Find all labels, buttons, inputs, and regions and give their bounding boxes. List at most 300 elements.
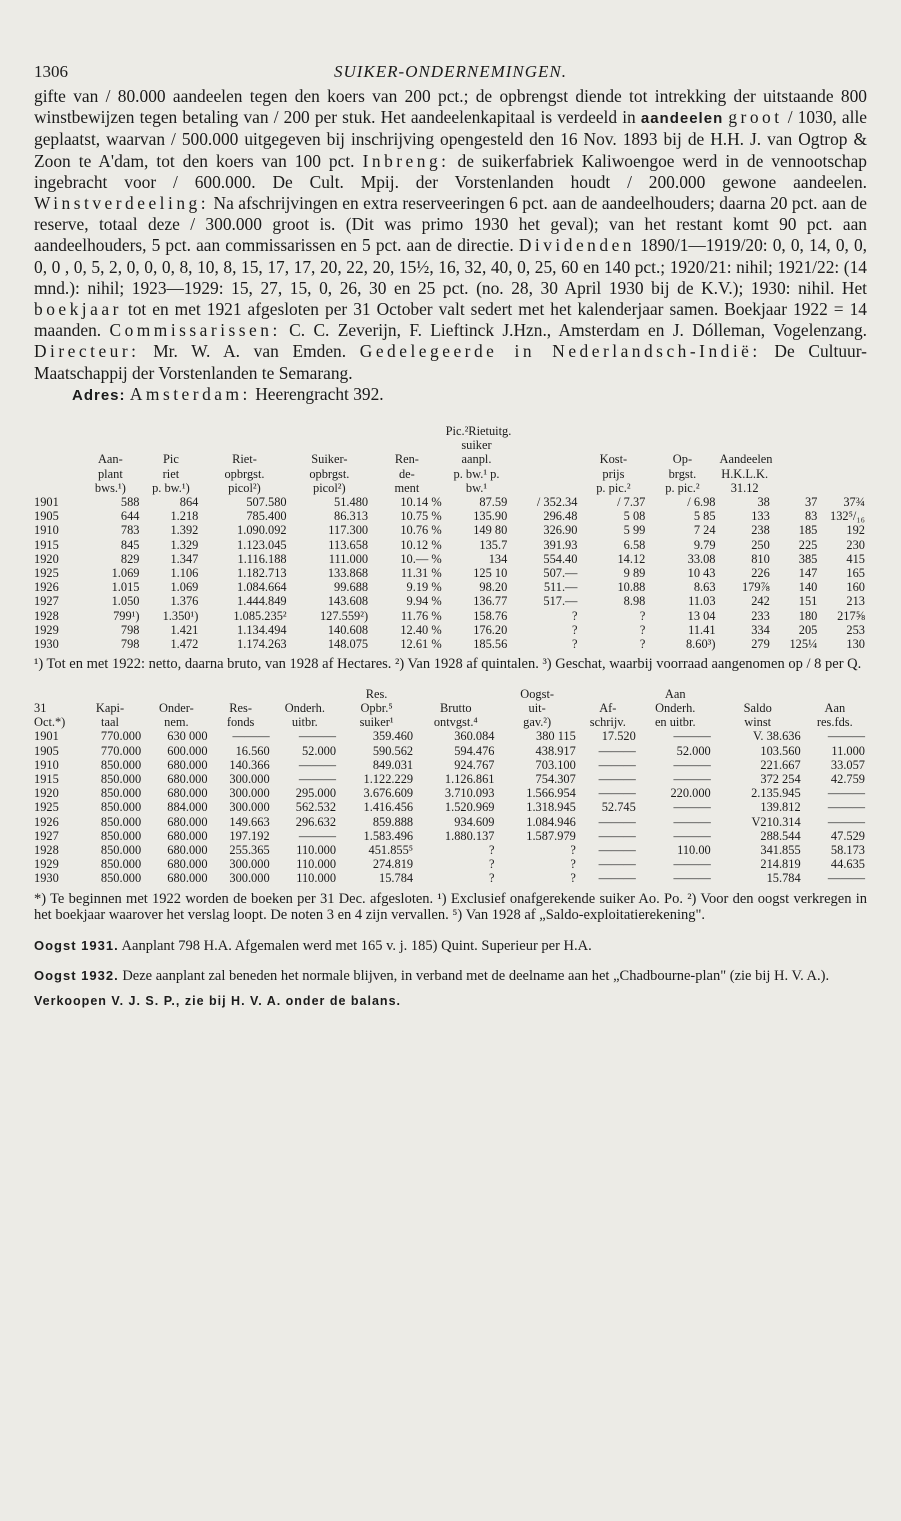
t2-header-cell: 31 Oct.*) xyxy=(34,701,66,730)
t2-cell: 214.819 xyxy=(760,857,801,872)
oogst-1932-label: Oogst 1932. xyxy=(34,968,119,984)
production-table xyxy=(34,424,867,651)
t2-cell: 220.000 xyxy=(670,786,711,801)
t2-cell: ——— xyxy=(598,828,636,843)
t2-cell: 1910 xyxy=(34,757,59,772)
t1-cell: 1925 xyxy=(34,566,59,581)
t1-row xyxy=(34,623,867,637)
t2-row xyxy=(34,744,867,758)
t1-cell: 238 xyxy=(751,523,770,538)
t1-cell: 1.347 xyxy=(170,551,199,566)
t1-cell: 1930 xyxy=(34,637,59,652)
t2-header-cell: Res. Opbr.⁵ suiker¹ xyxy=(359,686,394,730)
t1-cell: 83 xyxy=(804,509,818,524)
t2-cell: 15.784 xyxy=(379,871,414,886)
t2-header-row xyxy=(34,687,867,730)
t1-header-row xyxy=(34,424,867,495)
t2-cell: 295.000 xyxy=(295,786,337,801)
t2-cell: ——— xyxy=(598,871,636,886)
t2-cell: 1.122.229 xyxy=(363,772,414,787)
t1-row xyxy=(34,566,867,580)
t1-cell: 9.94 % xyxy=(406,594,442,609)
t1-cell: ? xyxy=(571,622,578,637)
t2-cell: V. 38.636 xyxy=(753,729,801,744)
t1-cell: 1.174.263 xyxy=(237,637,287,652)
t1-cell: 1929 xyxy=(34,622,59,637)
t1-cell: 37 xyxy=(804,495,818,510)
t2-cell: 1925 xyxy=(34,800,59,815)
t2-cell: 1.583.496 xyxy=(363,828,414,843)
t2-cell: 58.173 xyxy=(830,843,865,858)
t1-cell: 554.40 xyxy=(543,551,578,566)
t2-cell: 770.000 xyxy=(100,743,142,758)
t1-cell: 33.08 xyxy=(687,551,716,566)
t1-row xyxy=(34,523,867,537)
t2-row xyxy=(34,843,867,857)
t1-header-cell: Op- brgst. p. pic.² xyxy=(665,452,700,495)
t1-cell: 11.03 xyxy=(688,594,716,609)
t2-cell: ——— xyxy=(598,743,636,758)
t2-cell: 590.562 xyxy=(372,743,414,758)
t2-cell: 288.544 xyxy=(760,828,801,843)
t2-cell: 16.560 xyxy=(235,743,270,758)
t2-cell: 884.000 xyxy=(167,800,208,815)
t1-cell: 10 43 xyxy=(687,566,716,581)
t1-cell: 10.14 % xyxy=(400,495,442,510)
t2-cell: 15.784 xyxy=(766,871,801,886)
t1-cell: 127.559²) xyxy=(319,608,369,623)
t2-cell: 1.880.137 xyxy=(444,828,495,843)
oogst-1932-text: Deze aanplant zal beneden het normale blijven, in verband met de deelname aan het „Chadbourne-plan" (zie bij H. V. A.). xyxy=(122,968,830,985)
t2-row xyxy=(34,857,867,871)
t1-row xyxy=(34,509,867,523)
t1-cell: 242 xyxy=(751,594,770,609)
t1-cell: 179⅞ xyxy=(741,580,770,595)
t1-cell: 230 xyxy=(846,537,865,552)
t2-cell: 1929 xyxy=(34,857,59,872)
t1-row xyxy=(34,594,867,608)
t1-cell: 1.069 xyxy=(170,580,199,595)
t2-cell: ——— xyxy=(598,772,636,787)
t1-cell: 1901 xyxy=(34,495,59,510)
address-street: Heerengracht 392. xyxy=(255,383,384,404)
t1-cell: 798 xyxy=(120,622,140,637)
text-p2: / 1030, alle geplaatst, waarvan / 500.000 uitgegeven bij inschrijving opengesteld den 16 Nov. 1893 bij de H.H. J. van Ogtrop & Zoon te A'dam, tot den koers van 100 pct. xyxy=(34,107,867,171)
t2-cell: 149.663 xyxy=(229,814,270,829)
t1-cell: 140.608 xyxy=(327,622,369,637)
t1-cell: 1.085.235² xyxy=(233,608,287,623)
t1-cell: 7 24 xyxy=(693,523,716,538)
t1-header-cell xyxy=(509,424,579,495)
t2-cell: ——— xyxy=(673,729,711,744)
t2-cell: ——— xyxy=(232,729,270,744)
t1-cell: 1926 xyxy=(34,580,59,595)
t1-cell: 1905 xyxy=(34,509,59,524)
t1-header-cell: Suiker- opbrgst. picol²) xyxy=(309,452,350,495)
t2-cell: 849.031 xyxy=(372,757,414,772)
t2-cell: 300.000 xyxy=(229,786,270,801)
t2-cell: 3.710.093 xyxy=(444,786,495,801)
t2-cell: 33.057 xyxy=(830,757,865,772)
t1-cell: 250 xyxy=(751,537,770,552)
t2-cell: 2.135.945 xyxy=(751,786,801,801)
t1-cell: 326.90 xyxy=(543,523,578,538)
text-p9: De Cultuur-Maatschappij der Vorstenlanden te Semarang. xyxy=(34,341,867,383)
t2-cell: 1928 xyxy=(34,843,59,858)
t1-header-cell xyxy=(819,424,867,495)
t1-cell: 226 xyxy=(751,566,770,581)
t1-cell: 1.444.849 xyxy=(237,594,287,609)
t1-cell: 11.31 % xyxy=(400,566,442,581)
t1-header-cell: Pic riet p. bw.¹) xyxy=(152,452,190,495)
t1-row xyxy=(34,552,867,566)
t2-cell: ? xyxy=(488,871,495,886)
t2-header-cell: Kapi- taal xyxy=(95,701,125,730)
t1-cell: 205 xyxy=(798,622,818,637)
t1-cell: 37¾ xyxy=(843,495,865,510)
t2-cell: 360.084 xyxy=(454,729,495,744)
t1-cell: 99.688 xyxy=(334,580,369,595)
text-p5: 1890/1—1919/20: 0, 0, 14, 0, 0, 0, 0 , 0, 5, 2, 0, 0, 0, 8, 10, 8, 15, 17, 17, 20, 22, 20, 15½, 16, 32, 40, 0, 25, 60 en 140 pct.; 1920/21: nihil; 1921/22: (14 mnd.): nihil; 1923—1929: 15, 27, 15, 0, 26, 30 en 25 pct. (no. 28, 30 April 1930 bij de K.V.); 1930: nihil. Het xyxy=(34,235,868,298)
t1-row xyxy=(34,495,867,509)
t2-cell: 221.667 xyxy=(760,757,801,772)
t2-cell: ——— xyxy=(298,828,337,843)
t2-cell: ? xyxy=(570,871,576,886)
t2-cell: 1901 xyxy=(34,729,59,744)
t2-cell: ——— xyxy=(673,857,711,872)
t1-cell: 1927 xyxy=(34,594,59,609)
t2-cell: 197.192 xyxy=(229,828,270,843)
t2-cell: 1.587.979 xyxy=(526,828,576,843)
t1-header-cell: Kost- prijs p. pic.² xyxy=(596,452,631,495)
t1-cell: 334 xyxy=(751,622,770,637)
t1-cell: 1.106 xyxy=(170,566,199,581)
t1-cell: 111.000 xyxy=(328,551,369,566)
t2-cell: 110.000 xyxy=(296,843,337,858)
t1-cell: 279 xyxy=(751,637,770,652)
paragraph-main xyxy=(34,86,867,384)
t1-cell: 1920 xyxy=(34,551,59,566)
t1-cell: 9.19 % xyxy=(406,580,442,595)
t2-header-cell: Aan Onderh. en uitbr. xyxy=(654,686,696,730)
t2-cell: 3.676.609 xyxy=(363,786,414,801)
t1-cell: 1.218 xyxy=(170,509,199,524)
t2-cell: ? xyxy=(570,857,576,872)
t1-cell: 1.015 xyxy=(111,580,140,595)
text-p7: C. C. Zeverijn, F. Lieftinck J.Hzn., Amsterdam en J. Dólleman, Vogelenzang. xyxy=(289,320,867,341)
t1-cell: 1.329 xyxy=(170,537,199,552)
t2-cell: 17.520 xyxy=(601,729,636,744)
t1-row xyxy=(34,637,867,651)
t2-cell: 110.000 xyxy=(296,857,337,872)
t2-cell: 372 254 xyxy=(760,772,801,787)
t1-cell: 98.20 xyxy=(479,580,508,595)
t2-header-cell: Oogst- uit- gav.²) xyxy=(520,686,555,730)
t2-cell: ? xyxy=(570,843,576,858)
t1-cell: 192 xyxy=(846,523,865,538)
t2-cell: 47.529 xyxy=(830,828,865,843)
t2-cell: 1905 xyxy=(34,743,59,758)
t1-cell: 117.300 xyxy=(328,523,369,538)
t1-cell: 136.77 xyxy=(473,594,508,609)
t2-cell: ——— xyxy=(298,757,337,772)
t2-cell: 300.000 xyxy=(229,857,270,872)
t1-cell: 864 xyxy=(179,495,199,510)
oogst-1932 xyxy=(34,968,867,985)
t1-cell: 644 xyxy=(120,509,140,524)
t1-row xyxy=(34,538,867,552)
text-groot: groot xyxy=(728,107,783,128)
t2-row xyxy=(34,772,867,786)
t1-cell: ? xyxy=(639,622,646,637)
t1-cell: 125 10 xyxy=(473,566,508,581)
t1-cell: 1.090.092 xyxy=(237,523,287,538)
t2-cell: 770.000 xyxy=(100,729,142,744)
heading-adres: Adres: xyxy=(72,386,126,404)
t2-cell: ——— xyxy=(598,757,636,772)
t2-header-cell: Onder- nem. xyxy=(158,701,194,730)
t1-cell: 415 xyxy=(846,551,865,566)
t1-cell: 5 08 xyxy=(623,509,646,524)
t1-cell: 10.76 % xyxy=(400,523,442,538)
t2-cell: ——— xyxy=(827,786,865,801)
t1-cell: 148.075 xyxy=(327,637,369,652)
t2-cell: ——— xyxy=(673,828,711,843)
t2-cell: 680.000 xyxy=(167,772,208,787)
t2-cell: 1.416.456 xyxy=(363,800,414,815)
t2-cell: ——— xyxy=(598,857,636,872)
t2-cell: 754.307 xyxy=(535,772,576,787)
t2-cell: 1.126.861 xyxy=(444,772,495,787)
t1-cell: 1.472 xyxy=(170,637,199,652)
heading-winstverdeeling: Winstverdeeling: xyxy=(34,193,210,214)
t1-cell: 10.12 % xyxy=(400,537,442,552)
t2-cell: 42.759 xyxy=(830,772,865,787)
t1-cell: 1.392 xyxy=(170,523,199,538)
t1-cell: 1.084.664 xyxy=(237,580,287,595)
t2-cell: 680.000 xyxy=(167,843,208,858)
t1-cell: 225 xyxy=(798,537,818,552)
t2-cell: 924.767 xyxy=(454,757,495,772)
t2-cell: ——— xyxy=(673,871,711,886)
t2-cell: ——— xyxy=(673,772,711,787)
heading-gedelegeerde: Gedelegeerde in Nederlandsch-Indië: xyxy=(359,341,761,362)
t1-cell: 10.75 % xyxy=(400,509,442,524)
t1-cell: 51.480 xyxy=(334,495,369,510)
text-p1: gifte van / 80.000 aandeelen tegen den koers van 200 pct.; de opbrengst diende tot intrekking der uitstaande 800 winstbewijzen tegen betaling van / 200 per stuk. Het aandeelenkapitaal is verdeeld in xyxy=(34,86,867,128)
t1-cell: 176.20 xyxy=(473,622,508,637)
t2-cell: ——— xyxy=(827,729,865,744)
t1-cell: 1.050 xyxy=(111,594,140,609)
verkoopen-line xyxy=(34,993,867,1010)
t1-row xyxy=(34,580,867,594)
text-p4: Na afschrijvingen en extra reserveeringen 6 pct. aan de aandeelhouders; daarna 20 pct. aan de reserve, totaal deze / 300.000 groot is. (Dit was primo 1930 het geval); van het restant komt 90 pct. aan aandeelhouders, 5 pct. aan commissarissen en 5 pct. aan de directie. xyxy=(34,193,867,256)
t2-cell: 680.000 xyxy=(167,871,208,886)
t2-row xyxy=(34,800,867,814)
t1-cell: 783 xyxy=(120,523,140,538)
t2-cell: 680.000 xyxy=(167,786,208,801)
t2-cell: ——— xyxy=(298,729,337,744)
oogst-1931-label: Oogst 1931. xyxy=(34,937,119,953)
t1-cell: 6.58 xyxy=(623,537,646,552)
t1-cell: 829 xyxy=(120,551,140,566)
t2-cell: 850.000 xyxy=(100,800,142,815)
t1-cell: 151 xyxy=(798,594,818,609)
t1-cell: 1.116.188 xyxy=(237,551,287,566)
t2-cell: 1.318.945 xyxy=(526,800,576,815)
t1-cell: 12.61 % xyxy=(400,637,442,652)
t1-cell: 5 85 xyxy=(693,509,716,524)
t2-cell: 255.365 xyxy=(229,843,270,858)
t2-cell: 341.855 xyxy=(760,843,801,858)
t1-cell: 147 xyxy=(798,566,818,581)
t1-cell: 1.421 xyxy=(170,622,199,637)
address-line xyxy=(34,384,867,406)
t2-cell: 296.632 xyxy=(295,814,337,829)
t2-row xyxy=(34,829,867,843)
t1-cell: 134 xyxy=(488,551,508,566)
t1-cell: 5 99 xyxy=(623,523,646,538)
t1-cell: 1910 xyxy=(34,523,59,538)
text-p3: de suikerfabriek Kaliwoengoe werd in de vennootschap ingebracht voor / 600.000. De Cult. Mpij. der Vorstenlanden houdt / 200.000 gewone aandeelen. xyxy=(34,150,867,192)
t1-cell: 86.313 xyxy=(334,509,369,524)
t1-cell: 233 xyxy=(751,608,770,623)
t1-cell: 10.88 xyxy=(617,580,646,595)
t1-header-cell: Aan- plant bws.¹) xyxy=(94,452,126,495)
t2-cell: 680.000 xyxy=(167,814,208,829)
text-p6: tot en met 1921 afgesloten per 31 October valt sedert met het kalenderjaar samen. Boekjaar 1922 = 14 maanden. xyxy=(34,299,867,341)
t1-cell: 1915 xyxy=(34,537,59,552)
t2-cell: ? xyxy=(488,857,495,872)
t1-cell: ? xyxy=(639,608,646,623)
address-city: Amsterdam: xyxy=(129,383,251,404)
t1-cell: 385 xyxy=(798,551,818,566)
t2-cell: 52.000 xyxy=(676,743,711,758)
t1-cell: 13 04 xyxy=(687,608,716,623)
t1-cell: 135.90 xyxy=(473,509,508,524)
t2-cell: 438.917 xyxy=(535,743,576,758)
t2-cell: V210.314 xyxy=(751,814,801,829)
t1-cell: 180 xyxy=(798,608,818,623)
t2-header-cell: Onderh. uitbr. xyxy=(284,701,325,730)
t1-cell: 14.12 xyxy=(617,551,646,566)
t1-cell: 1928 xyxy=(34,608,59,623)
t2-cell: 110.00 xyxy=(677,843,711,858)
t2-cell: 103.560 xyxy=(760,743,801,758)
t1-cell: 1.069 xyxy=(111,566,140,581)
t1-cell: 1.182.713 xyxy=(237,566,287,581)
t1-cell: 140 xyxy=(798,580,818,595)
t2-cell: 1927 xyxy=(34,828,59,843)
heading-commissarissen: Commissarissen: xyxy=(109,320,281,341)
t1-cell: ? xyxy=(571,608,578,623)
t1-row xyxy=(34,609,867,623)
production-table-note: ¹) Tot en met 1922: netto, daarna bruto, van 1928 af Hectares. ²) Van 1928 af quintalen. ³) Geschat, waarbij voorraad aangenomen op / 8 per Q. xyxy=(34,656,862,673)
t2-row xyxy=(34,871,867,885)
heading-directeur: Directeur: xyxy=(34,341,140,362)
t2-cell: 850.000 xyxy=(100,871,142,886)
t1-cell: 87.59 xyxy=(479,495,508,510)
t2-cell: 680.000 xyxy=(167,857,208,872)
t2-cell: ——— xyxy=(673,800,711,815)
t2-header-cell: Af- schrijv. xyxy=(589,701,626,730)
t1-cell: 785.400 xyxy=(246,509,287,524)
t2-header-cell: Brutto ontvgst.⁴ xyxy=(433,701,478,730)
t1-cell: 1.350¹) xyxy=(162,608,199,623)
t2-cell: 562.532 xyxy=(295,800,337,815)
t1-cell: 217⅝ xyxy=(837,608,865,623)
t2-cell: 1930 xyxy=(34,871,59,886)
t1-header-cell: Aandeelen H.K.L.K. 31.12 xyxy=(719,452,773,495)
t1-cell: 810 xyxy=(751,551,770,566)
t2-cell: 11.000 xyxy=(831,743,865,758)
heading-dividenden: Dividenden xyxy=(518,235,635,256)
t2-cell: 359.460 xyxy=(372,729,414,744)
t2-cell: 850.000 xyxy=(100,857,142,872)
t2-cell: ——— xyxy=(598,814,636,829)
t2-row xyxy=(34,729,867,743)
t2-header-cell: Saldo winst xyxy=(743,701,772,730)
oogst-1931 xyxy=(34,938,867,955)
t2-row xyxy=(34,786,867,800)
page-number: 1306 xyxy=(34,62,68,81)
t1-header-cell xyxy=(772,424,820,495)
t1-cell: 507.580 xyxy=(246,495,287,510)
t1-cell: 11.41 xyxy=(688,622,716,637)
t1-cell: 253 xyxy=(846,622,865,637)
t1-cell: 1.376 xyxy=(170,594,199,609)
t1-cell: 588 xyxy=(120,495,140,510)
t1-cell: 507.— xyxy=(543,566,578,581)
t2-cell: 600.000 xyxy=(167,743,208,758)
t2-cell: 52.000 xyxy=(301,743,337,758)
heading-inbreng: Inbreng: xyxy=(362,150,450,171)
t2-cell: 703.100 xyxy=(535,757,576,772)
t1-cell: 517.— xyxy=(543,594,578,609)
t2-cell: 850.000 xyxy=(100,786,142,801)
t2-cell: 380 115 xyxy=(536,729,576,744)
t2-cell: 110.000 xyxy=(296,871,337,886)
t2-cell: ——— xyxy=(673,814,711,829)
t2-cell: 859.888 xyxy=(372,814,414,829)
t2-cell: 680.000 xyxy=(167,757,208,772)
t2-cell: ——— xyxy=(598,843,636,858)
running-title: SUIKER-ONDERNEMINGEN. xyxy=(333,62,567,81)
t1-cell: / 352.34 xyxy=(536,495,578,510)
t1-cell: 165 xyxy=(846,566,865,581)
t1-cell: 158.76 xyxy=(473,608,508,623)
t1-cell: 10.— % xyxy=(400,551,442,566)
t1-cell: 8.98 xyxy=(623,594,646,609)
t2-cell: 1915 xyxy=(34,772,59,787)
t1-cell: 130 xyxy=(846,637,865,652)
heading-aandeelen: aandeelen xyxy=(640,110,724,128)
t2-cell: ——— xyxy=(827,814,865,829)
t2-cell: 52.745 xyxy=(601,800,636,815)
t2-cell: 850.000 xyxy=(100,828,142,843)
t2-cell: 140.366 xyxy=(229,757,270,772)
t1-cell: ? xyxy=(571,637,578,652)
t2-cell: 44.635 xyxy=(830,857,865,872)
t1-cell: 1.134.494 xyxy=(237,622,287,637)
t2-cell: 274.819 xyxy=(372,857,414,872)
t2-cell: ——— xyxy=(298,772,337,787)
t1-cell: 9.79 xyxy=(693,537,716,552)
t2-cell: 300.000 xyxy=(229,871,270,886)
t2-cell: 850.000 xyxy=(100,772,142,787)
t2-cell: 630 000 xyxy=(167,729,208,744)
t2-cell: 850.000 xyxy=(100,757,142,772)
